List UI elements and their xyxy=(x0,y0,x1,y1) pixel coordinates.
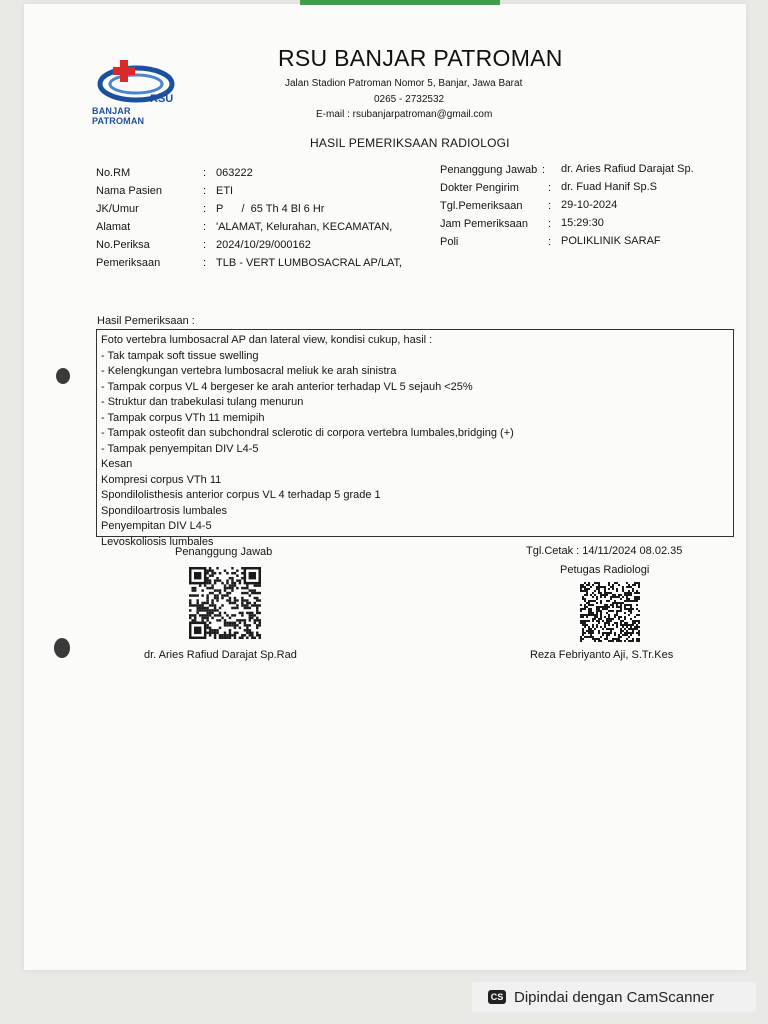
signature-right-name: Reza Febriyanto Aji, S.Tr.Kes xyxy=(530,649,674,661)
result-text xyxy=(101,333,514,550)
logo-emblem-icon xyxy=(92,58,182,108)
result-line: Spondilolisthesis anterior corpus VL 4 terhadap 5 grade 1 xyxy=(101,489,381,501)
label-no-periksa: No.Periksa xyxy=(96,239,150,251)
label-penanggung-jawab: Penanggung Jawab xyxy=(440,164,538,176)
camscanner-logo-icon: CS xyxy=(488,990,506,1004)
result-line: Kompresi corpus VTh 11 xyxy=(101,473,222,486)
top-edge-strip xyxy=(300,0,500,5)
hospital-phone: 0265 - 2732532 xyxy=(374,94,445,105)
sep: : xyxy=(542,164,546,176)
label-nama-pasien: Nama Pasien xyxy=(96,185,163,197)
value-nama-pasien: ETI xyxy=(216,185,234,197)
value-jk-umur: P / 65 Th 4 Bl 6 Hr xyxy=(216,203,325,215)
camscanner-text: Dipindai dengan CamScanner xyxy=(514,988,715,1006)
value-no-periksa: 2024/10/29/000162 xyxy=(216,239,311,251)
sep: : xyxy=(548,218,552,230)
label-pemeriksaan: Pemeriksaan xyxy=(96,257,161,269)
value-jam-pemeriksaan: 15:29:30 xyxy=(561,217,604,229)
label-tgl-pemeriksaan: Tgl.Pemeriksaan xyxy=(440,200,523,212)
sep: : xyxy=(203,167,207,179)
value-pemeriksaan: TLB - VERT LUMBOSACRAL AP/LAT, xyxy=(216,257,403,269)
result-line: - Tampak penyempitan DIV L4-5 xyxy=(101,442,259,455)
qr-code-right-icon xyxy=(580,582,640,642)
sep: : xyxy=(203,203,207,215)
signature-right-title: Petugas Radiologi xyxy=(560,564,650,576)
signature-left-title: Penanggung Jawab xyxy=(175,546,273,558)
label-poli: Poli xyxy=(440,236,459,248)
label-alamat: Alamat xyxy=(96,221,131,233)
value-poli: POLIKLINIK SARAF xyxy=(561,235,661,247)
label-no-rm: No.RM xyxy=(96,167,131,179)
value-alamat: 'ALAMAT, Kelurahan, KECAMATAN, xyxy=(216,221,393,233)
sep: : xyxy=(203,257,207,269)
hospital-name: RSU BANJAR PATROMAN xyxy=(278,45,563,71)
sep: : xyxy=(548,200,552,212)
result-line: - Kelengkungan vertebra lumbosacral meliuk ke arah sinistra xyxy=(101,365,397,377)
hospital-address: Jalan Stadion Patroman Nomor 5, Banjar, Jawa Barat xyxy=(285,78,523,89)
hospital-email: E-mail : rsubanjarpatroman@gmail.com xyxy=(316,109,493,120)
sep: : xyxy=(203,185,207,197)
value-dokter-pengirim: dr. Fuad Hanif Sp.S xyxy=(561,181,657,193)
result-line: Levoskoliosis lumbales xyxy=(101,535,214,548)
value-tgl-pemeriksaan: 29-10-2024 xyxy=(561,199,618,211)
camscanner-badge xyxy=(472,982,756,1012)
logo-text: BANJAR PATROMAN xyxy=(92,106,145,126)
punch-hole-top xyxy=(56,368,70,384)
result-label: Hasil Pemeriksaan : xyxy=(97,315,195,327)
print-date: Tgl.Cetak : 14/11/2024 08.02.35 xyxy=(526,545,683,557)
result-line: - Tampak corpus VTh 11 memipih xyxy=(101,411,265,424)
hospital-logo xyxy=(92,58,182,124)
result-line: Penyempitan DIV L4-5 xyxy=(101,520,212,532)
label-jam-pemeriksaan: Jam Pemeriksaan xyxy=(440,218,529,230)
value-no-rm: 063222 xyxy=(216,167,253,179)
logo-badge: RSU xyxy=(150,93,174,105)
result-line: Foto vertebra lumbosacral AP dan lateral view, kondisi cukup, hasil : xyxy=(101,334,433,346)
signature-left-name: dr. Aries Rafiud Darajat Sp.Rad xyxy=(144,649,297,661)
sep: : xyxy=(548,182,552,194)
value-penanggung-jawab: dr. Aries Rafiud Darajat Sp. xyxy=(561,163,694,175)
result-line: Kesan xyxy=(101,458,133,470)
result-line: - Tampak corpus VL 4 bergeser ke arah anterior terhadap VL 5 sejauh <25% xyxy=(101,380,473,393)
sep: : xyxy=(203,239,207,251)
label-jk-umur: JK/Umur xyxy=(96,203,139,215)
label-dokter-pengirim: Dokter Pengirim xyxy=(440,182,519,194)
sep: : xyxy=(203,221,207,233)
result-line: - Struktur dan trabekulasi tulang menurun xyxy=(101,396,304,408)
punch-hole-bottom xyxy=(54,638,70,658)
qr-code-left-icon xyxy=(189,567,261,639)
sep: : xyxy=(548,236,552,248)
result-line: - Tak tampak soft tissue swelling xyxy=(101,349,259,362)
result-line: Spondiloartrosis lumbales xyxy=(101,504,227,517)
result-line: - Tampak osteofit dan subchondral sclerotic di corpora vertebra lumbales,bridging (+) xyxy=(101,427,514,439)
document-title: HASIL PEMERIKSAAN RADIOLOGI xyxy=(310,136,510,150)
